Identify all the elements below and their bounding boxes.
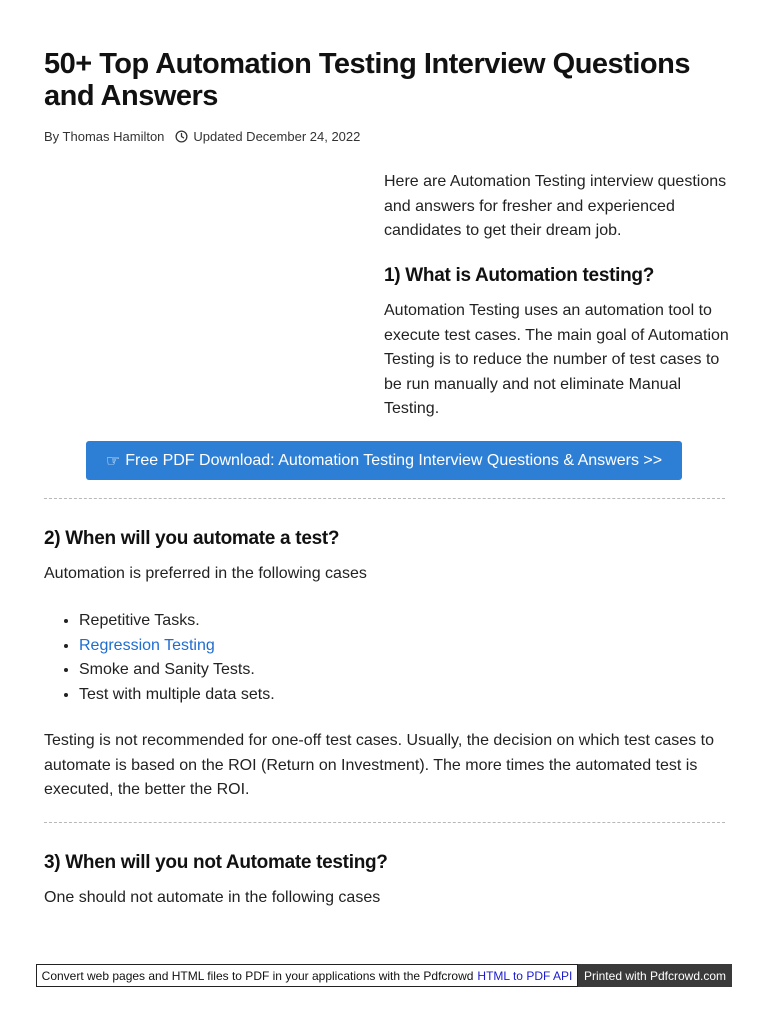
author-byline: By Thomas Hamilton (44, 129, 165, 144)
pdfcrowd-footer (36, 964, 732, 987)
question-3-intro: One should not automate in the following cases (44, 889, 381, 906)
automation-cases-list (44, 609, 275, 707)
printed-with-pdfcrowd-link[interactable]: Printed with Pdfcrowd.com (578, 964, 732, 987)
list-item (79, 634, 275, 659)
list-item: • Test with multiple data sets. (79, 683, 275, 708)
footer-conversion-notice (36, 964, 578, 987)
question-2-intro: Automation is preferred in the following cases (44, 565, 367, 582)
regression-testing-link[interactable]: Regression Testing (79, 636, 215, 654)
page-title: 50+ Top Automation Testing Interview Questions and Answers (44, 48, 690, 112)
section-divider (44, 498, 725, 499)
article-meta (44, 129, 360, 144)
clock-icon (175, 130, 188, 143)
list-item: • Repetitive Tasks. (79, 609, 275, 634)
question-2-note: Testing is not recommended for one-off test cases. Usually, the decision on which test cases to automate is based on the ROI (Return on Investment). The more times the automated test is executed, the better the ROI. (44, 732, 714, 799)
free-pdf-download-button[interactable] (86, 441, 682, 480)
question-2-heading: 2) When will you automate a test? (44, 528, 340, 549)
question-1-heading: 1) What is Automation testing? (384, 265, 655, 286)
question-3-heading: 3) When will you not Automate testing? (44, 852, 388, 873)
updated-date: Updated December 24, 2022 (193, 129, 361, 144)
pdf-button-label: Free PDF Download: Automation Testing Interview Questions & Answers >> (125, 451, 663, 469)
footer-notice-text: Convert web pages and HTML files to PDF in your applications with the Pdfcrowd (41, 968, 474, 983)
hand-pointing-icon: ☞ (105, 452, 121, 470)
list-item: • Smoke and Sanity Tests. (79, 658, 275, 683)
section-divider (44, 822, 725, 823)
intro-paragraph: Here are Automation Testing interview questions and answers for fresher and experienced candidates to get their dream job. (384, 173, 727, 240)
html-to-pdf-api-link[interactable]: HTML to PDF API (477, 968, 573, 983)
question-1-answer: Automation Testing uses an automation tool to execute test cases. The main goal of Automation Testing is to reduce the number of test cases to be run manually and not eliminate Manual Testing. (384, 302, 729, 418)
